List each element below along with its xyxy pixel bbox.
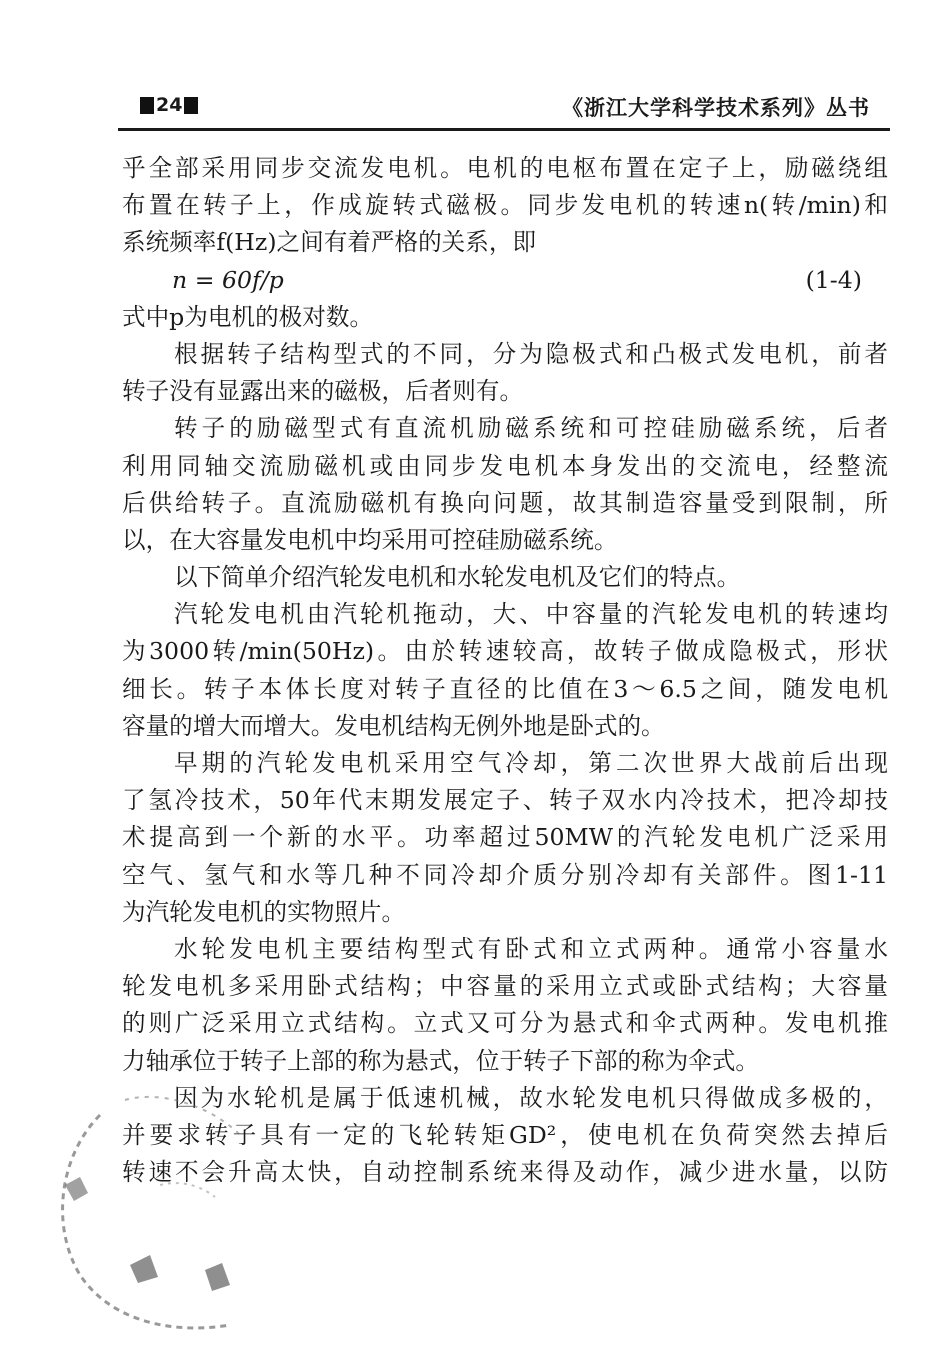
series-title: 《浙江大学科学技术系列》丛书 (562, 95, 870, 120)
text-line: 汽轮发电机由汽轮机拖动，大、中容量的汽轮发电机的转速均 (174, 600, 888, 629)
text-line: 以，在大容量发电机中均采用可控硅励磁系统。 (122, 525, 618, 554)
text-line: 后供给转子。直流励磁机有换向问题，故其制造容量受到限制，所 (122, 488, 888, 517)
text-line: 为3000转/min(50Hz)。由於转速较高，故转子做成隐极式，形状 (122, 637, 888, 666)
page-number-text: 24 (156, 94, 183, 116)
text-line: 力轴承位于转子上部的称为悬式，位于转子下部的称为伞式。 (122, 1046, 760, 1075)
text-line: 转子的励磁型式有直流机励磁系统和可控硅励磁系统，后者 (174, 414, 888, 443)
text-line: 水轮发电机主要结构型式有卧式和立式两种。通常小容量水 (174, 934, 888, 963)
text-line: 并要求转子具有一定的飞轮转矩GD²，使电机在负荷突然去掉后 (122, 1120, 888, 1149)
page-header (118, 92, 888, 126)
text-line: 空气、氢气和水等几种不同冷却介质分别冷却有关部件。图1-11 (122, 860, 888, 889)
text-line: 细长。转子本体长度对转子直径的比值在3～6.5之间，随发电机 (122, 674, 888, 703)
text-line: 系统频率f(Hz)之间有着严格的关系，即 (122, 228, 537, 257)
text-line: 的则广泛采用立式结构。立式又可分为悬式和伞式两种。发电机推 (122, 1009, 888, 1038)
page-number-left-block (140, 97, 154, 114)
equation: n = 60f/p (172, 265, 284, 294)
text-line: 式中p为电机的极对数。 (122, 302, 374, 331)
text-line: 转子没有显露出来的磁极，后者则有。 (122, 377, 524, 406)
text-line: 利用同轴交流励磁机或由同步发电机本身发出的交流电，经整流 (122, 451, 888, 480)
text-line: 因为水轮机是属于低速机械，故水轮发电机只得做成多极的， (174, 1083, 888, 1112)
text-line: 术提高到一个新的水平。功率超过50MW的汽轮发电机广泛采用 (122, 823, 888, 852)
header-rule (118, 128, 890, 131)
page-number-right-block (184, 97, 198, 114)
text-line: 乎全部采用同步交流发电机。电机的电枢布置在定子上，励磁绕组 (122, 154, 888, 182)
page-number (140, 94, 198, 116)
text-line: 布置在转子上，作成旋转式磁极。同步发电机的转速n(转/min)和 (122, 191, 888, 220)
equation-number: (1-4) (805, 265, 862, 294)
text-line: 轮发电机多采用卧式结构；中容量的采用立式或卧式结构；大容量 (122, 972, 888, 1001)
text-line: 以下简单介绍汽轮发电机和水轮发电机及它们的特点。 (174, 563, 741, 592)
text-line: 容量的增大而增大。发电机结构无例外地是卧式的。 (122, 711, 665, 740)
text-line: 了氢冷技术，50年代末期发展定子、转子双水内冷技术，把冷却技 (122, 786, 888, 815)
text-line: 为汽轮发电机的实物照片。 (122, 897, 406, 926)
text-line: 根据转子结构型式的不同，分为隐极式和凸极式发电机，前者 (174, 339, 888, 368)
body-text (122, 150, 888, 1191)
text-line: 早期的汽轮发电机采用空气冷却，第二次世界大战前后出现 (174, 749, 888, 777)
text-line: 转速不会升高太快，自动控制系统来得及动作，减少进水量，以防 (122, 1158, 888, 1187)
equation-row (122, 262, 888, 299)
